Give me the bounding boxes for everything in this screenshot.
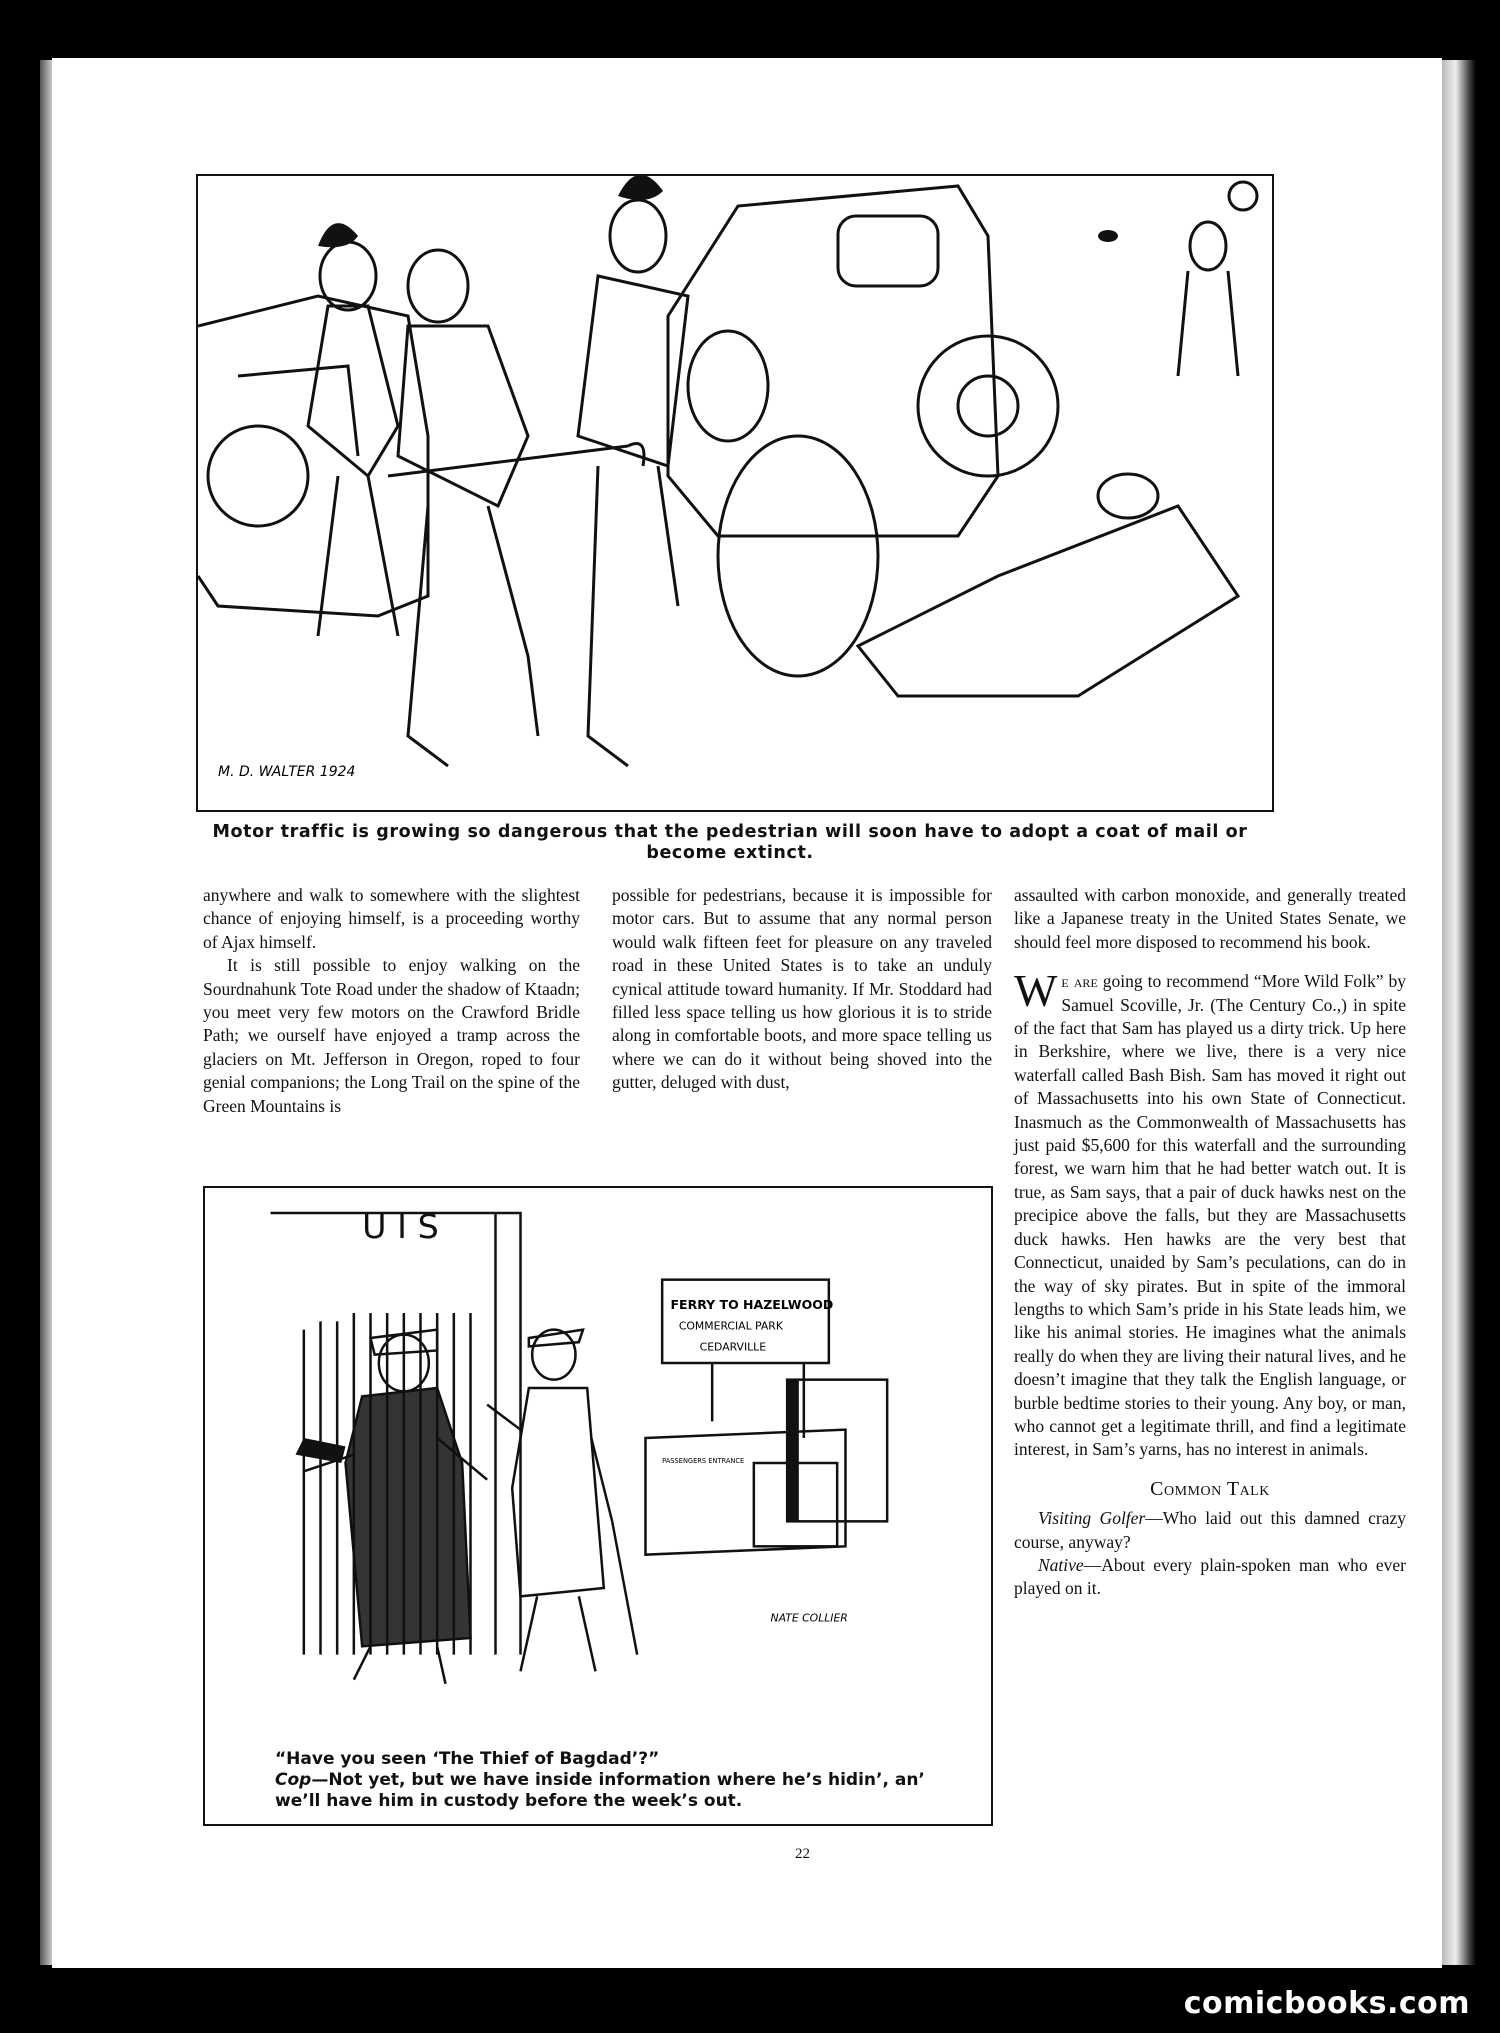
bottom-caption-reply: —Not yet, but we have inside information where he’s hidin’, an’ we’ll have him in custody before the week’s out. bbox=[275, 1770, 925, 1811]
page-number: 22 bbox=[795, 1846, 810, 1862]
bottom-caption-line-1: “Have you seen ‘The Thief of Bagdad’?” bbox=[275, 1749, 660, 1769]
col3-review-paragraph bbox=[1014, 965, 1406, 1462]
joke-question bbox=[1014, 1507, 1406, 1554]
gate-sign-text: U I S bbox=[362, 1207, 439, 1246]
common-talk-heading: Common Talk bbox=[1150, 1477, 1270, 1500]
bottom-caption-speaker: Cop bbox=[275, 1770, 312, 1790]
small-caps-lead: e are bbox=[1061, 971, 1098, 992]
text-column-2 bbox=[612, 884, 992, 1095]
top-cartoon bbox=[196, 174, 1274, 812]
bottom-caption-line-2 bbox=[233, 1770, 963, 1812]
top-cartoon-signature: M. D. WALTER 1924 bbox=[218, 764, 356, 780]
joke-answer-speaker: Native bbox=[1038, 1554, 1084, 1575]
top-cartoon-caption: Motor traffic is growing so dangerous that the pedestrian will soon have to adopt a coat of mail or become extinct. bbox=[212, 822, 1248, 863]
bottom-cartoon-signature: NATE COLLIER bbox=[770, 1611, 848, 1625]
joke-question-text: —Who laid out this damned crazy course, anyway? bbox=[1014, 1508, 1407, 1552]
text-column-3 bbox=[1014, 884, 1406, 1601]
ferry-sign-line-1: FERRY TO HAZELWOOD bbox=[670, 1296, 834, 1312]
ferry-sign-line-2: COMMERCIAL PARK bbox=[678, 1319, 783, 1333]
joke-question-speaker: Visiting Golfer bbox=[1038, 1508, 1146, 1529]
bottom-cartoon-caption bbox=[233, 1749, 963, 1812]
col1-paragraph-2: It is still possible to enjoy walking on the Sourdnahunk Tote Road under the shadow of Ktaadn; you meet very few motors on the Crawford Bridle Path; we ourself have enjoyed a tramp across the glaciers on Mt. Jefferson in Oregon, roped to four genial companions; the Long Trail on the spine of the Green Mountains is bbox=[203, 955, 580, 1116]
text-column-1 bbox=[203, 884, 580, 1118]
ferry-sign-line-3: CEDARVILLE bbox=[699, 1340, 767, 1354]
bottom-cartoon bbox=[203, 1186, 993, 1826]
joke-answer-text: —About every plain-spoken man who ever played on it. bbox=[1014, 1554, 1406, 1599]
knights-traffic-illustration bbox=[198, 176, 1272, 810]
col1-paragraph-1: anywhere and walk to somewhere with the slightest chance of enjoying himself, is a proceeding worthy of Ajax himself. bbox=[203, 885, 580, 952]
cop-cartoon-illustration bbox=[205, 1188, 991, 1718]
entrance-sign: PASSENGERS ENTRANCE bbox=[662, 1457, 745, 1465]
col3-review-text: going to recommend “More Wild Folk” by Samuel Scoville, Jr. (The Century Co.,) in spite of the fact that Sam has played us a dirty trick. Up here in Berkshire, where we live, there is a very nice waterfall called Bash Bish. Sam has moved it right out of Massachusetts into his own State of Connecticut. Inasmuch as the Commonwealth of Massachusetts has just paid $5,600 for this waterfall and the surrounding forest, we warn him that he had better watch out. It is true, as Sam says, that a pair of duck hawks nest on the precipice above the falls, but they are Massachusetts duck hawks. Hen hawks are the very best that Connecticut, unaided by Sam’s peculations, can do in the way of sky pirates. But in spite of the immoral lengths to which Sam’s pride in his State leads him, we like his animal stories. He imagines what the animals really do when they are living their natural lives, and he doesn’t imagine that they talk the English language, or burble bedtime stories to their young. Any boy, or man, who cannot get a legitimate thrill, and find a legitimate interest, in Sam’s yarns, has no interest in animals. bbox=[1014, 971, 1406, 1460]
col2-paragraph-1: possible for pedestrians, because it is impossible for motor cars. But to assume that any normal person would walk fifteen feet for pleasure on any traveled road in these United States is to take an unduly cynical attitude toward humanity. If Mr. Stoddard had filled less space telling us how glorious it is to stride along in comfortable boots, and more space telling us where we can do it without being shoved into the gutter, deluged with dust, bbox=[612, 885, 992, 1093]
book-spine bbox=[1442, 60, 1476, 1965]
col3-paragraph-1: assaulted with carbon monoxide, and generally treated like a Japanese treaty in the United States Senate, we should feel more disposed to recommend his book. bbox=[1014, 885, 1406, 952]
watermark: comicbooks.com bbox=[1183, 1986, 1470, 2021]
joke-answer bbox=[1014, 1554, 1406, 1601]
drop-cap: W bbox=[1014, 965, 1058, 1017]
